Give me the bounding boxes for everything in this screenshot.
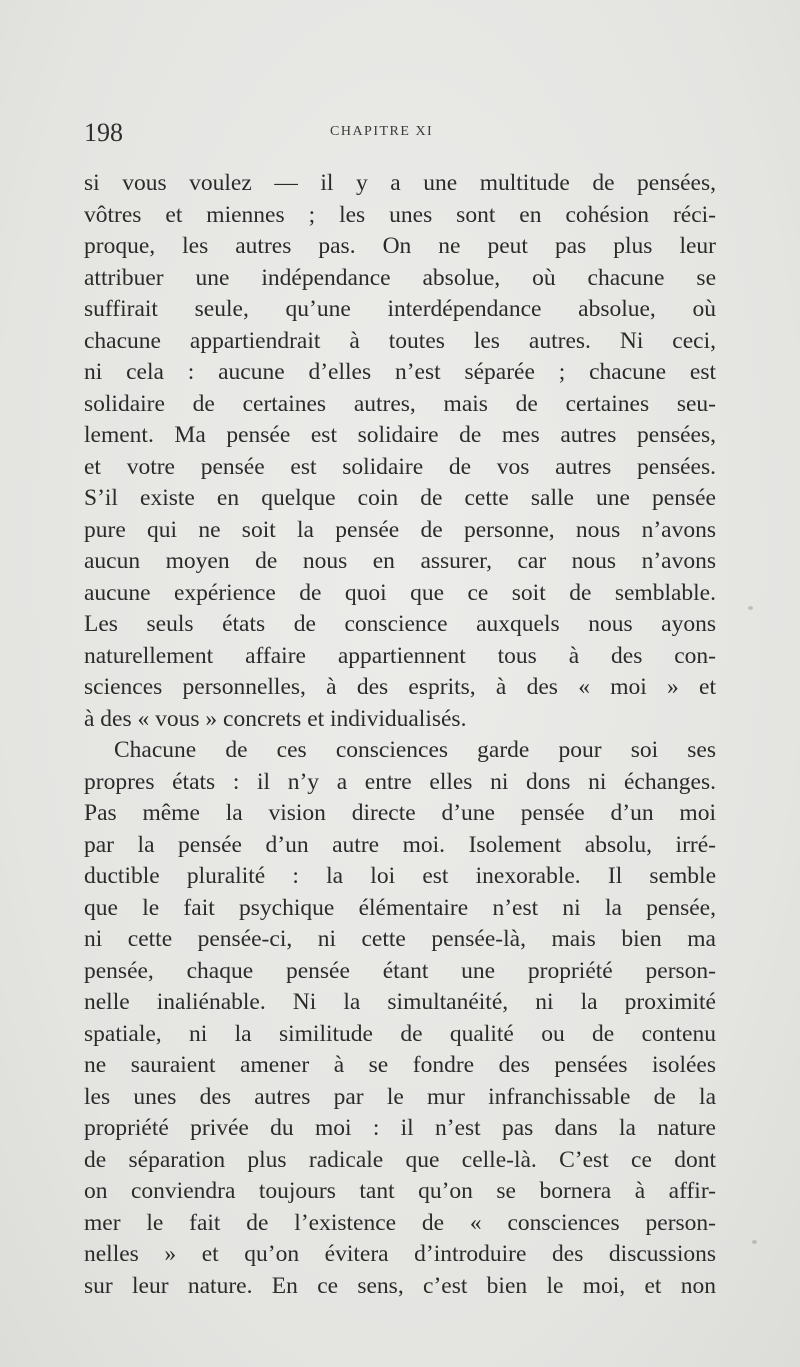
text-line: aucun moyen de nous en assurer, car nous n’avons	[84, 548, 716, 574]
text-line: solidaire de certaines autres, mais de certaines seu-	[84, 390, 716, 417]
text-line: chacune appartiendrait à toutes les autres. Ni ceci,	[84, 327, 716, 354]
text-line: ductible pluralité : la loi est inexorable. Il semble	[84, 863, 716, 889]
text-line: vôtres et miennes ; les unes sont en cohésion réci-	[84, 201, 716, 228]
text-line: sur leur nature. En ce sens, c’est bien le moi, et non	[84, 1272, 716, 1299]
text-line: et votre pensée est solidaire de vos autres pensées.	[84, 453, 716, 480]
body-text	[84, 168, 716, 1302]
paper-speck	[748, 606, 753, 610]
text-line: les unes des autres par le mur infranchissable de la	[84, 1083, 716, 1110]
paragraph-1	[84, 168, 716, 735]
text-line: nelle inaliénable. Ni la simultanéité, ni la proximité	[84, 989, 716, 1015]
text-line: proque, les autres pas. On ne peut pas plus leur	[84, 233, 716, 259]
running-head: CHAPITRE XI	[330, 124, 434, 139]
text-line: on conviendra toujours tant qu’on se bornera à affir-	[84, 1178, 716, 1204]
text-line: naturellement affaire appartiennent tous à des con-	[84, 642, 716, 669]
page-header	[84, 118, 720, 148]
paragraph-2	[84, 735, 716, 1302]
text-line: pure qui ne soit la pensée de personne, nous n’avons	[84, 516, 716, 543]
text-line: ni cela : aucune d’elles n’est séparée ; chacune est	[84, 359, 716, 385]
text-line: S’il existe en quelque coin de cette salle une pensée	[84, 485, 716, 511]
text-line: aucune expérience de quoi que ce soit de semblable.	[84, 579, 716, 606]
text-line: Chacune de ces consciences garde pour soi ses	[114, 737, 716, 763]
text-line: Pas même la vision directe d’une pensée d’un moi	[84, 800, 716, 826]
text-line: lement. Ma pensée est solidaire de mes autres pensées,	[84, 422, 716, 448]
text-line: mer le fait de l’existence de « consciences person-	[84, 1209, 716, 1236]
text-line: que le fait psychique élémentaire n’est ni la pensée,	[84, 894, 716, 921]
text-line: propriété privée du moi : il n’est pas dans la nature	[84, 1115, 716, 1141]
text-line: par la pensée d’un autre moi. Isolement absolu, irré-	[84, 831, 716, 858]
text-line: suffirait seule, qu’une interdépendance absolue, où	[84, 296, 716, 322]
text-line: si vous voulez — il y a une multitude de pensées,	[84, 170, 716, 196]
text-line: attribuer une indépendance absolue, où chacune se	[84, 264, 716, 291]
text-line: de séparation plus radicale que celle-là. C’est ce dont	[84, 1146, 716, 1173]
text-line: sciences personnelles, à des esprits, à des « moi » et	[84, 674, 716, 700]
page-number: 198	[84, 118, 123, 147]
text-line: spatiale, ni la similitude de qualité ou de contenu	[84, 1020, 716, 1047]
text-line: à des « vous » concrets et individualisés.	[84, 705, 467, 732]
text-line: ne sauraient amener à se fondre des pensées isolées	[84, 1052, 716, 1078]
paper-speck	[752, 1240, 757, 1244]
text-line: ni cette pensée-ci, ni cette pensée-là, mais bien ma	[84, 926, 716, 952]
text-line: nelles » et qu’on évitera d’introduire des discussions	[84, 1241, 716, 1267]
text-line: pensée, chaque pensée étant une propriété person-	[84, 957, 716, 984]
text-line: propres états : il n’y a entre elles ni dons ni échanges.	[84, 768, 716, 795]
text-line: Les seuls états de conscience auxquels nous ayons	[84, 611, 716, 637]
